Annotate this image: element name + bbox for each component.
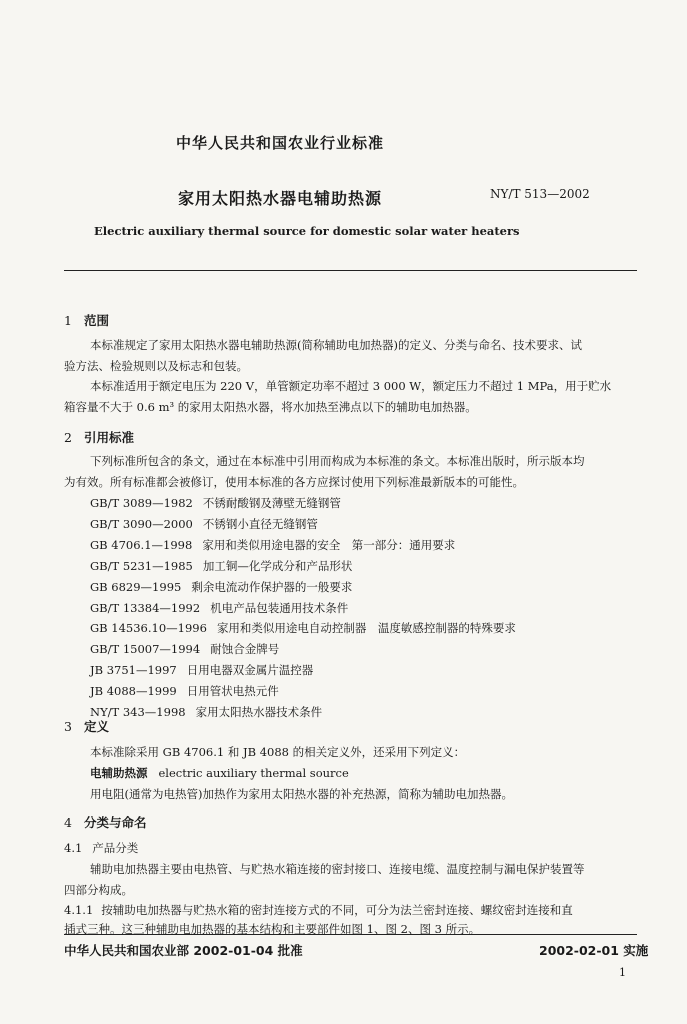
reference-item [90,641,279,657]
section-number: 3 [64,719,72,734]
effective-date: 2002-02-01 实施 [539,943,649,958]
reference-item [90,579,352,595]
reference-name: 耐蚀合金牌号 [210,642,280,657]
section-heading-classification [64,813,146,831]
reference-name: 家用和类似用途电器的安全 第一部分：通用要求 [202,537,456,552]
reference-name: 不锈耐酸钢及薄壁无缝钢管 [202,496,341,510]
reference-item [90,558,352,574]
reference-name: 日用电器双金属片温控器 [186,663,314,678]
section-number: 2 [64,430,72,445]
paragraph: 四部分构成。 [64,883,133,897]
section-number: 4 [64,815,72,830]
subsection-number: 4.1.1 [64,903,94,917]
paragraph [64,902,573,918]
reference-name: 剩余电流动作保护器的一般要求 [191,579,353,594]
section-heading-references [64,428,134,446]
paragraph: 为有效。所有标准都会被修订，使用本标准的各方应探讨使用下列标准最新版本的可能性。 [64,475,524,489]
subsection-heading [64,840,138,856]
page-number: 1 [619,966,626,979]
reference-code: JB 4088—1999 [90,684,177,699]
paragraph: 本标准规定了家用太阳热水器电辅助热源(简称辅助电加热器)的定义、分类与命名、技术要求、试 [90,338,582,352]
reference-code: GB/T 13384—1992 [90,600,201,615]
reference-name: 家用和类似用途电自动控制器 温度敏感控制器的特殊要求 [216,621,516,636]
paragraph: 插式三种。这三种辅助电加热器的基本结构和主要部件如图 1、图 2、图 3 所示。 [64,922,481,936]
document-title: 家用太阳热水器电辅助热源 [177,189,382,208]
section-heading-definitions [64,717,109,735]
definition-term [90,765,349,781]
reference-name: 日用管状电热元件 [186,684,279,699]
reference-code: GB 14536.10—1996 [90,621,207,636]
subsection-title: 产品分类 [92,841,139,855]
reference-item [90,704,322,720]
section-title: 范围 [83,313,109,328]
reference-name: 家用太阳热水器技术条件 [195,705,323,719]
section-number: 1 [64,313,72,328]
reference-code: GB/T 5231—1985 [90,558,193,573]
paragraph: 下列标准所包含的条文，通过在本标准中引用而构成为本标准的条文。本标准出版时，所示版本均 [90,454,585,468]
paragraph-text: 按辅助电加热器与贮热水箱的密封连接方式的不同，可分为法兰密封连接、螺纹密封连接和直 [101,903,573,917]
paragraph: 用电阻(通常为电热管)加热作为家用太阳热水器的补充热源，简称为辅助电加热器。 [90,787,513,801]
paragraph: 验方法、检验规则以及标志和包装。 [64,359,248,373]
reference-item [90,620,516,636]
standard-code: NY/T 513—2002 [490,187,590,201]
section-heading-scope [64,311,109,329]
english-title: Electric auxiliary thermal source for domestic solar water heaters [94,224,520,238]
paragraph: 本标准适用于额定电压为 220 V，单管额定功率不超过 3 000 W，额定压力不超过 1 MPa，用于贮水 [90,379,612,393]
header-divider [64,270,637,271]
reference-code: GB 6829—1995 [90,579,182,594]
paragraph: 辅助电加热器主要由电热管、与贮热水箱连接的密封接口、连接电缆、温度控制与漏电保护装置等 [90,862,585,876]
paragraph: 本标准除采用 GB 4706.1 和 JB 4088 的相关定义外，还采用下列定义： [90,745,466,759]
issue-date: 中华人民共和国农业部 2002-01-04 批准 [64,943,303,958]
reference-item [90,600,348,616]
reference-name: 不锈钢小直径无缝钢管 [202,516,318,531]
reference-item [90,683,279,699]
reference-name: 机电产品包装通用技术条件 [210,600,349,615]
reference-code: GB/T 15007—1994 [90,642,201,657]
reference-code: GB 4706.1—1998 [90,537,193,552]
reference-code: JB 3751—1997 [90,663,177,678]
reference-item [90,495,341,511]
reference-item [90,662,313,678]
paragraph: 箱容量不大于 0.6 m³ 的家用太阳热水器，将水加热至沸点以下的辅助电加热器。 [64,400,477,414]
reference-name: 加工铜—化学成分和产品形状 [202,558,353,573]
reference-code: GB/T 3090—2000 [90,516,193,531]
section-title: 定义 [83,719,109,734]
subsection-number: 4.1 [64,841,83,855]
reference-code: GB/T 3089—1982 [90,496,193,510]
term-chinese: 电辅助热源 [90,766,148,780]
section-title: 引用标准 [83,430,134,445]
term-english: electric auxiliary thermal source [158,766,349,780]
section-title: 分类与命名 [83,815,147,830]
issuing-authority: 中华人民共和国农业行业标准 [175,134,384,152]
reference-code: NY/T 343—1998 [90,705,186,719]
footer-divider [64,934,637,935]
reference-item [90,537,455,553]
reference-item [90,516,318,532]
